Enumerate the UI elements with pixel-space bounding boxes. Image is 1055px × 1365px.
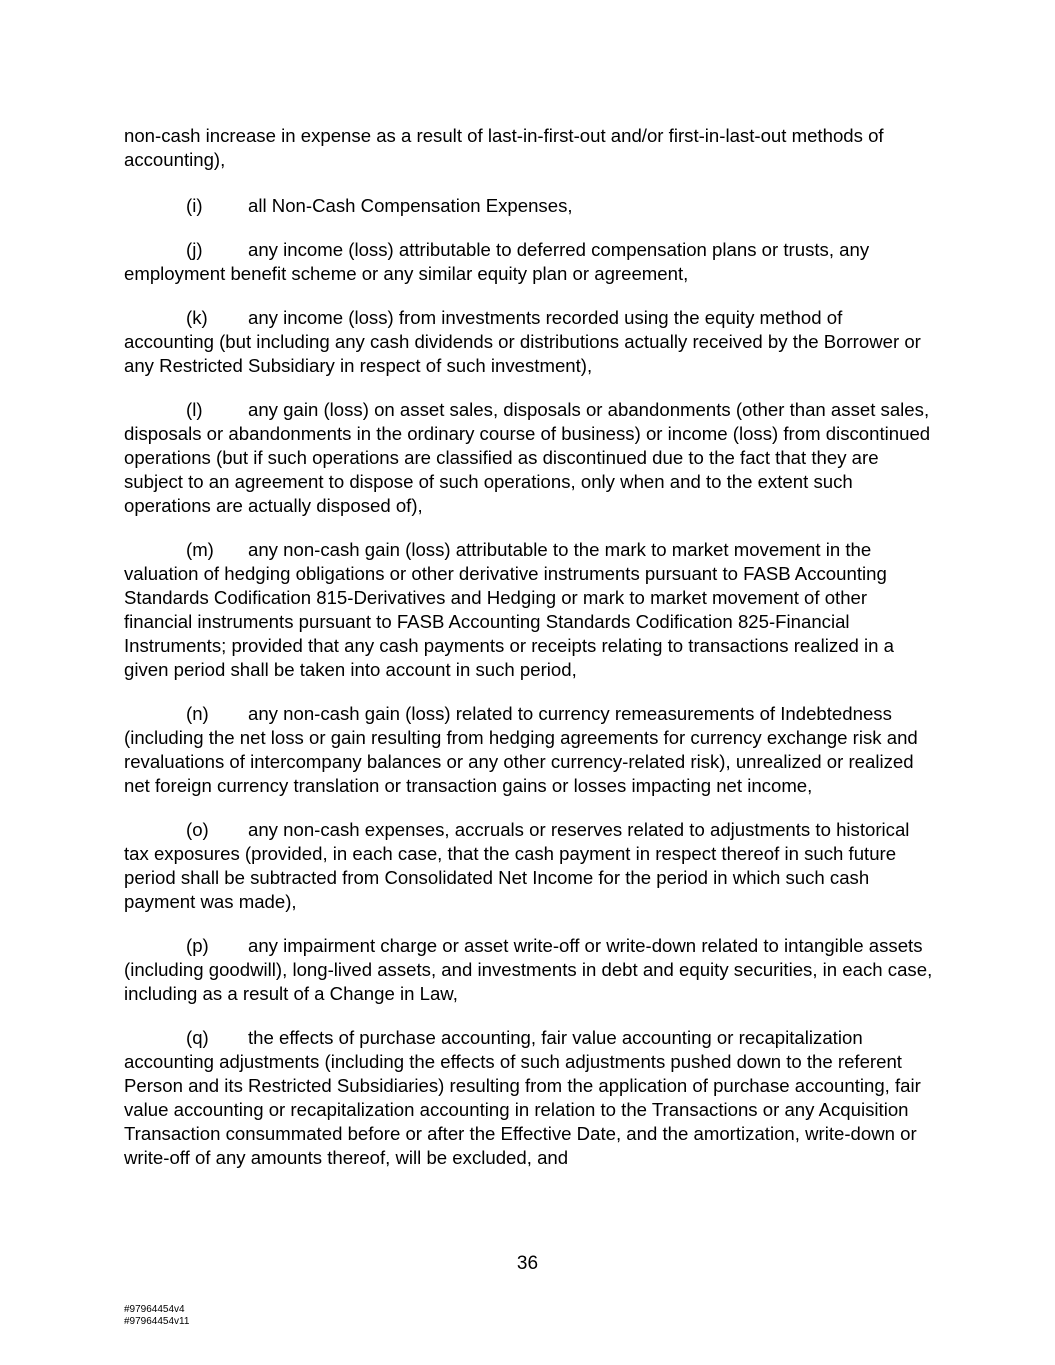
clause-item-i: [124, 194, 934, 218]
document-body: [124, 124, 934, 1190]
clause-text: any non-cash expenses, accruals or reserves related to adjustments to historical tax exposures (provided, in each case, that the cash payment in respect thereof in such future period shall be subtracted from Consolidated Net Income for the period in which such cash payment was made),: [124, 819, 910, 912]
clause-label: (i): [186, 195, 203, 216]
clause-item-p: [124, 934, 934, 1006]
clause-label: (k): [186, 307, 208, 328]
clause-item-n: [124, 702, 934, 798]
clause-item-q: [124, 1026, 934, 1170]
document-id: #97964454v4: [124, 1304, 185, 1315]
clause-item-o: [124, 818, 934, 914]
page-number: 36: [516, 1253, 539, 1274]
clause-label: (m): [186, 539, 214, 560]
clause-text: any income (loss) attributable to deferred compensation plans or trusts, any employment benefit scheme or any similar equity plan or agreement,: [124, 239, 870, 284]
clause-text: the effects of purchase accounting, fair value accounting or recapitalization accounting adjustments (including the effects of such adjustments pushed down to the referent Person and its Restricted Subsidiaries) resulting from the application of purchase accounting, fair value accounting or recapitalization accounting in relation to the Transactions or any Acquisition Transaction consummated before or after the Effective Date, and the amortization, write-down or write-off of any amounts thereof, will be excluded, and: [124, 1027, 921, 1168]
clause-text: any non-cash gain (loss) attributable to the mark to market movement in the valuation of hedging obligations or other derivative instruments pursuant to FASB Accounting Standards Codification 815-Derivatives and Hedging or mark to market movement of other financial instruments pursuant to FASB Accounting Standards Codification 825-Financial Instruments; provided that any cash payments or receipts relating to transactions realized in a given period shall be taken into account in such period,: [124, 539, 894, 680]
clause-item-m: [124, 538, 934, 682]
document-id-block: [124, 1304, 189, 1328]
clause-label: (j): [186, 239, 203, 260]
clause-text: any gain (loss) on asset sales, disposals or abandonments (other than asset sales, disposals or abandonments in the ordinary course of business) or income (loss) from discontinued operations (but if such operations are classified as discontinued due to the fact that they are subject to an agreement to dispose of such operations, only when and to the extent such operations are actually disposed of),: [124, 399, 931, 516]
clause-item-k: [124, 306, 934, 378]
clause-label: (p): [186, 935, 209, 956]
clause-label: (o): [186, 819, 209, 840]
clause-item-j: [124, 238, 934, 286]
clause-label: (l): [186, 399, 203, 420]
clause-text: any income (loss) from investments recorded using the equity method of accounting (but including any cash dividends or distributions actually received by the Borrower or any Restricted Subsidiary in respect of such investment),: [124, 307, 921, 376]
clause-label: (q): [186, 1027, 209, 1048]
clause-text: any non-cash gain (loss) related to currency remeasurements of Indebtedness (including the net loss or gain resulting from hedging agreements for currency exchange risk and revaluations of intercompany balances or any other currency-related risk), unrealized or realized net foreign currency translation or transaction gains or losses impacting net income,: [124, 703, 918, 796]
clause-text: all Non-Cash Compensation Expenses,: [248, 195, 573, 216]
clause-item-l: [124, 398, 934, 518]
document-id: #97964454v11: [124, 1316, 190, 1327]
clause-text: any impairment charge or asset write-off or write-down related to intangible assets (including goodwill), long-lived assets, and investments in debt and equity securities, in each case, including as a result of a Change in Law,: [124, 935, 933, 1004]
clause-label: (n): [186, 703, 209, 724]
continuation-paragraph: non-cash increase in expense as a result of last-in-first-out and/or first-in-last-out methods of accounting),: [124, 125, 884, 170]
